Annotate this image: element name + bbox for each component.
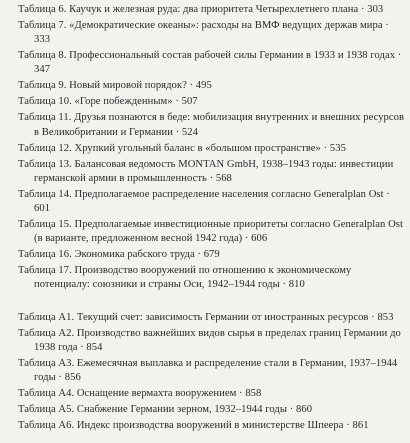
toc-entry-a2: Таблица А2. Производство важнейших видов сырья в пределах границ Германии до 1938 года · 854 bbox=[18, 327, 401, 353]
toc-entry-15: Таблица 15. Предполагаемые инвестиционные приоритеты согласно Generalplan Ost (в варианте, предложенном весной 1942 года) · 606 bbox=[18, 219, 403, 245]
toc-entry-16: Таблица 16. Экономика рабского труда · 679 bbox=[18, 249, 220, 261]
toc-entry-a3: Таблица А3. Ежемесячная выплавка и распределение стали в Германии, 1937–1944 годы · 856 bbox=[18, 357, 398, 384]
toc-entry-9: Таблица 9. Новый мировой порядок? · 495 bbox=[18, 80, 212, 92]
toc-entry-a5: Таблица А5. Снабжение Германии зерном, 1932–1944 годы · 860 bbox=[18, 404, 313, 416]
toc-entry-10: Таблица 10. «Горе побежденным» · 507 bbox=[18, 96, 198, 108]
toc-entry-13: Таблица 13. Балансовая ведомость MONTAN GmbH, 1938–1943 годы: инвестиции германской армии в промышленность · 568 bbox=[18, 158, 394, 184]
toc-entry-7: Таблица 7. «Демократические океаны»: расходы на ВМФ ведущих держав мира · 333 bbox=[18, 20, 389, 46]
toc-entry-12: Таблица 12. Хрупкий угольный баланс в «большом пространстве» · 535 bbox=[18, 142, 346, 154]
toc-entry-a1: Таблица А1. Текущий счет: зависимость Германии от иностранных ресурсов · 853 bbox=[18, 311, 394, 323]
toc-entry-6: Таблица 6. Каучук и железная руда: два приоритета Четырехлетнего плана · 303 bbox=[18, 4, 384, 15]
toc-entry-17: Таблица 17. Производство вооружений по отношению к экономическому потенциалу: союзники и страны Оси, 1942–1944 годы · 810 bbox=[18, 265, 352, 291]
tables-group-main bbox=[18, 3, 406, 293]
toc-entry-14: Таблица 14. Предполагаемое распределение населения согласно Generalplan Ost · 601 bbox=[18, 188, 390, 215]
toc-entry-11: Таблица 11. Друзья познаются в беде: мобилизация внутренних и внешних ресурсов в Великобритании и Германии · 524 bbox=[18, 112, 405, 138]
list-of-tables bbox=[18, 3, 406, 435]
tables-group-appendix bbox=[18, 311, 406, 434]
toc-entry-a4: Таблица А4. Оснащение вермахта вооружением · 858 bbox=[18, 388, 262, 400]
toc-entry-8: Таблица 8. Профессиональный состав рабочей силы Германии в 1933 и 1938 годах · 347 bbox=[18, 50, 402, 76]
toc-entry-a6: Таблица А6. Индекс производства вооружений в министерстве Шпеера · 861 bbox=[18, 420, 369, 432]
